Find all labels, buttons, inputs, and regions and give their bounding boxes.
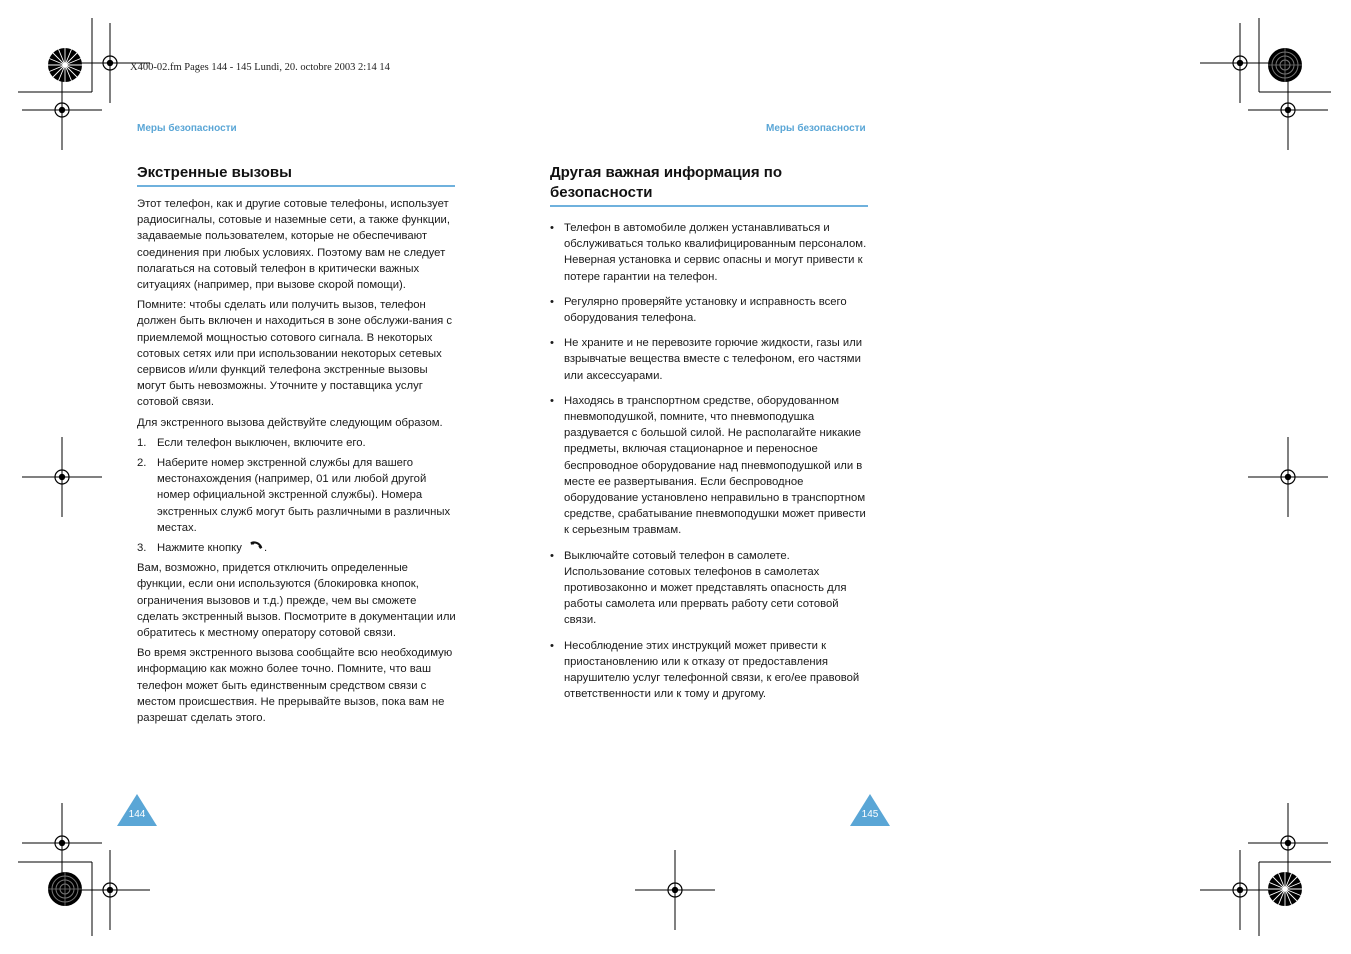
print-info: X400-02.fm Pages 144 - 145 Lundi, 20. octobre 2003 2:14 14 [130, 62, 390, 73]
bullet-text: Не храните и не перевозите горючие жидкости, газы или взрывчатые вещества вместе с телефоном, его частями или аксессуарами. [564, 337, 863, 382]
bullet-item [550, 548, 870, 629]
bullet-item [550, 335, 870, 384]
running-header-right: Меры безопасности [766, 123, 866, 134]
paragraph: Для экстренного вызова действуйте следующим образом. [137, 416, 443, 429]
bullet-text: Несоблюдение этих инструкций может привести к приостановлению или к отказу от предоставления нарушителю услуг телефонной связи, к его/ее правовой ответственности или к тому и другому. [564, 639, 860, 701]
step-number: 2. [137, 457, 147, 470]
bullet-text: Регулярно проверяйте установку и исправность всего оборудования телефона. [564, 295, 847, 325]
bullet-item [550, 294, 870, 326]
bullet: • [550, 394, 554, 407]
step-text: Если телефон выключен, включите его. [157, 436, 366, 449]
bullet-item [550, 638, 870, 703]
paragraph: Этот телефон, как и другие сотовые телефоны, использует радиосигналы, сотовые и наземные сети, а также функции, задаваемые пользователем, которые не обеспечивают соединения при любых условиях. Поэтому вам не следует полагаться на сотовый телефон в критически важных ситуациях (например, при вызове скорой помощи). [137, 198, 450, 292]
page-number-right: 145 [861, 809, 879, 820]
step-item [137, 540, 457, 556]
bullet-text: Выключайте сотовый телефон в самолете. Использование сотовых телефонов в самолетах противозаконно и может представлять опасность для работы самолета или прервать работу сети сотовой связи. [564, 549, 847, 627]
left-column-text [137, 196, 457, 730]
bullet: • [550, 639, 554, 652]
page-number-badge-right [850, 794, 890, 828]
bullet: • [550, 222, 554, 234]
bullet-text: Находясь в транспортном средстве, оборудованном пневмоподушкой, помните, что пневмоподушка раздувается с большой силой. Не располагайте никакие предметы, включая стационарное и переносное беспроводное оборудование над пневмоподушкой или в месте ее развертывания. Если беспроводное оборудование установлено неправильно в транспортном средстве, срабатывание пневмоподушки может привести к серьезным травмам. [564, 394, 866, 537]
heading-rule-right [550, 205, 868, 207]
page-number-left: 144 [128, 809, 146, 820]
heading-other-safety-info: Другая важная информация по безопасности [550, 164, 782, 201]
step-suffix: . [263, 542, 268, 555]
step-item [137, 455, 457, 536]
step-item [137, 435, 457, 451]
step-text-wrap [157, 540, 457, 556]
heading-rule-left [137, 185, 455, 187]
step-text: Наберите номер экстренной службы для вашего местонахождения (например, 01 или любой другой номер официальной экстренной службы). Номера экстренных служб могут быть различными в различных местах. [157, 457, 451, 534]
step-text: Нажмите кнопку [157, 542, 242, 555]
bullet-text: Телефон в автомобиле должен устанавливаться и обслуживаться только квалифицированным персоналом. Неверная установка и сервис опасны и могут привести к потере гарантии на телефон. [564, 222, 867, 283]
page-number-badge-left [117, 794, 157, 828]
running-header-left: Меры безопасности [137, 123, 237, 134]
call-key-icon [248, 541, 264, 553]
step-number: 1. [137, 436, 147, 449]
bullet: • [550, 549, 554, 562]
paragraph: Помните: чтобы сделать или получить вызов, телефон должен быть включен и находиться в зоне обслужи-вания с приемлемой мощностью сотового сигнала. В некоторых сотовых сетях или при использовании некоторых сетевых сервисов и/или функций телефона экстренные вызовы могут быть невозможны. Уточните у поставщика услуг сотовой связи. [137, 299, 453, 409]
paragraph: Во время экстренного вызова сообщайте всю необходимую информацию как можно более точно. Помните, что ваш телефон может быть единственным средством связи с местом происшествия. Не прерывайте вызов, пока вам не разрешат сделать этого. [137, 647, 453, 725]
bullet: • [550, 337, 554, 350]
paragraph: Вам, возможно, придется отключить определенные функции, если они используются (блокировка кнопок, ограничения вызовов и т.д.) прежде, чем вы сможете сделать экстренный вызов. Посмотрите в документации или обратитесь к местному оператору сотовой связи. [137, 562, 456, 640]
bullet-item [550, 393, 870, 539]
step-number: 3. [137, 542, 147, 555]
bullet-item [550, 220, 870, 285]
right-column-bullets [550, 220, 870, 711]
heading-emergency-calls: Экстренные вызовы [137, 164, 292, 181]
bullet: • [550, 295, 554, 308]
